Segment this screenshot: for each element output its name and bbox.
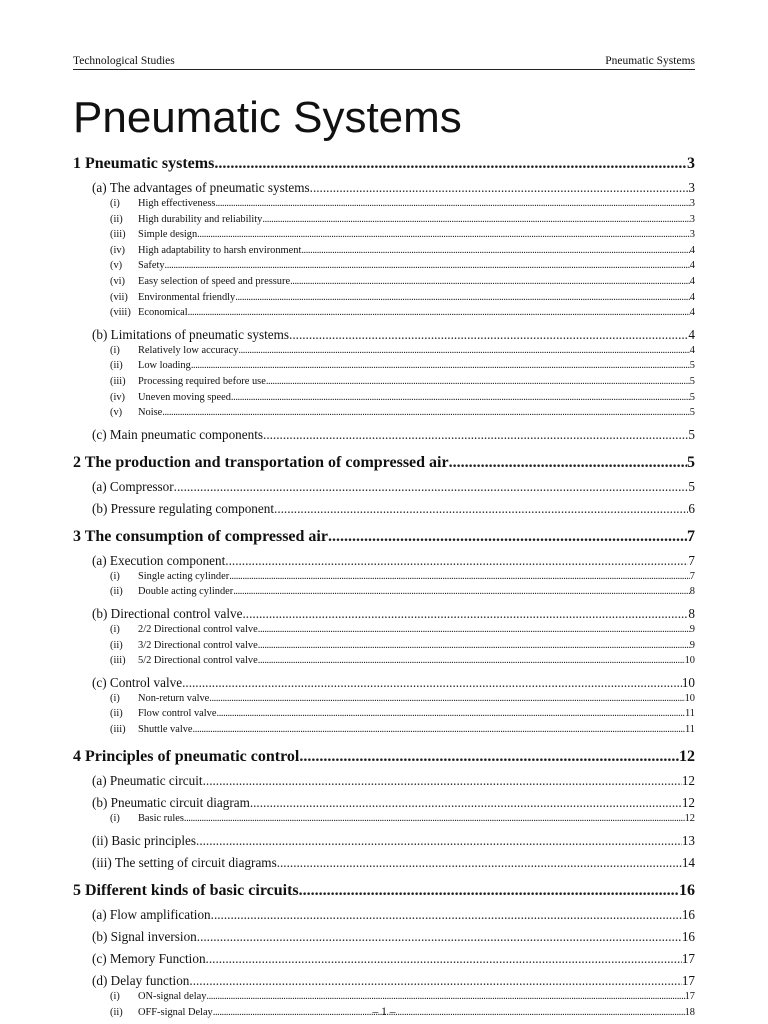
dot-leader xyxy=(206,950,682,967)
toc-entry-text: Shuttle valve xyxy=(138,723,193,735)
toc-page-number: 3 xyxy=(688,180,695,195)
toc-page-number: 3 xyxy=(687,155,695,172)
toc-entry-label: (b) Directional control valve xyxy=(92,605,243,621)
toc-entry-number: (ii) xyxy=(110,586,123,598)
dot-leader xyxy=(235,290,690,306)
toc-page-number: 5 xyxy=(688,426,695,442)
toc-page-number: 17 xyxy=(681,951,695,967)
toc-entry-label xyxy=(110,343,238,359)
toc-entry-text: High effectiveness xyxy=(138,198,216,209)
toc-item[interactable] xyxy=(73,243,695,259)
toc-page-number: 4 xyxy=(689,291,695,303)
toc-page-number: 6 xyxy=(688,500,695,516)
toc-subsection[interactable] xyxy=(73,179,695,196)
toc-entry-label xyxy=(110,584,233,600)
toc-entry-number: (v) xyxy=(110,407,123,419)
dot-leader xyxy=(231,390,690,406)
toc-item[interactable] xyxy=(73,358,695,374)
toc-item[interactable] xyxy=(73,691,695,707)
toc-item[interactable] xyxy=(73,390,695,406)
dot-leader xyxy=(174,478,689,495)
toc-entry-number: (v) xyxy=(110,260,123,272)
toc-page-number: 5 xyxy=(689,375,695,387)
toc-entry-text: Processing required before use xyxy=(138,375,266,387)
toc-page-number: 7 xyxy=(688,552,695,568)
toc-page-number: 3 xyxy=(689,198,695,209)
toc-page-number: 5 xyxy=(689,360,695,372)
toc-item[interactable] xyxy=(73,196,695,212)
dot-leader xyxy=(328,527,687,547)
dot-leader xyxy=(274,500,688,517)
toc-entry-number: (vii) xyxy=(110,291,128,303)
toc-item[interactable] xyxy=(73,274,695,290)
toc-entry-label xyxy=(110,196,215,212)
toc-page-number: 10 xyxy=(684,655,695,667)
toc-page-number: 8 xyxy=(689,586,695,598)
toc-section[interactable] xyxy=(73,527,695,547)
toc-subsection[interactable] xyxy=(73,950,695,967)
toc-page-number: 10 xyxy=(684,692,695,704)
toc-item[interactable] xyxy=(73,212,695,228)
toc-page-number: 17 xyxy=(684,991,695,1003)
toc-subsection[interactable] xyxy=(73,794,695,811)
toc-entry-number: (vi) xyxy=(110,275,126,287)
toc-page-number: 14 xyxy=(681,855,695,871)
dot-leader xyxy=(197,227,690,243)
toc-page-number: 4 xyxy=(689,244,695,256)
toc-entry-number: (ii) xyxy=(110,360,123,372)
toc-page-number: 16 xyxy=(681,907,695,923)
toc-page-number: 12 xyxy=(681,773,695,789)
toc-page-number: 4 xyxy=(688,326,695,342)
toc-entry-label xyxy=(110,706,217,722)
toc-section[interactable] xyxy=(73,453,695,473)
toc-page-number: 3 xyxy=(689,213,695,225)
toc-page-number: 4 xyxy=(689,344,695,356)
toc-page-number: 5 xyxy=(689,391,695,403)
toc-entry-label xyxy=(110,290,235,306)
toc-subsection[interactable] xyxy=(73,772,695,789)
toc-item[interactable] xyxy=(73,405,695,421)
toc-item[interactable] xyxy=(73,569,695,585)
toc-subsection[interactable] xyxy=(73,928,695,945)
toc-subsection[interactable] xyxy=(73,906,695,923)
dot-leader xyxy=(250,794,682,811)
dot-leader xyxy=(299,881,679,901)
dot-leader xyxy=(225,552,688,569)
toc-entry-text: Uneven moving speed xyxy=(138,391,231,403)
toc-entry-number: (i) xyxy=(110,692,120,704)
toc-entry-label xyxy=(110,653,258,669)
toc-item[interactable] xyxy=(73,258,695,274)
toc-page-number: 12 xyxy=(684,813,695,825)
toc-entry-number: (iii) xyxy=(110,229,126,241)
toc-entry-text: 2/2 Directional control valve xyxy=(138,623,258,635)
toc-item[interactable] xyxy=(73,653,695,669)
toc-entry-text: Relatively low accuracy xyxy=(138,344,239,356)
dot-leader xyxy=(191,358,690,374)
toc-entry-label xyxy=(110,274,290,290)
toc-page-number: 4 xyxy=(689,275,695,287)
toc-entry-text: 3/2 Directional control valve xyxy=(138,639,258,651)
toc-subsection[interactable] xyxy=(73,500,695,517)
dot-leader xyxy=(165,258,690,274)
dot-leader xyxy=(203,772,682,789)
toc-page-number: 16 xyxy=(681,929,695,945)
toc-entry-number: (ii) xyxy=(110,639,123,651)
toc-entry-text: ON-signal delay xyxy=(138,991,207,1003)
toc-entry-label xyxy=(110,212,262,228)
toc-page-number: 13 xyxy=(681,833,695,849)
toc-entry-label: (a) Execution component xyxy=(92,552,226,568)
toc-entry-label: (ii) Basic principles xyxy=(92,833,197,849)
dot-leader xyxy=(289,326,688,343)
toc-page-number: 5 xyxy=(687,453,695,471)
dot-leader xyxy=(263,426,688,443)
toc-entry-label: (b) Limitations of pneumatic systems xyxy=(92,326,290,342)
toc-item[interactable] xyxy=(73,227,695,243)
toc-entry-label xyxy=(110,374,266,390)
toc-entry-text: Non-return valve xyxy=(138,692,210,704)
toc-page-number: 12 xyxy=(679,748,695,766)
toc-page-number: 4 xyxy=(689,307,695,319)
dot-leader xyxy=(196,832,682,849)
toc-subsection[interactable] xyxy=(73,674,695,691)
toc-entry-label: 3 The consumption of compressed air xyxy=(73,527,328,545)
toc-section[interactable] xyxy=(73,747,695,767)
toc-entry-text: Environmental friendly xyxy=(138,291,236,303)
toc-page-number: 9 xyxy=(689,623,695,635)
dot-leader xyxy=(214,154,687,174)
toc-entry-number: (i) xyxy=(110,623,120,635)
header-right: Pneumatic Systems xyxy=(605,55,695,67)
toc-subsection[interactable] xyxy=(73,605,695,622)
toc-subsection[interactable] xyxy=(73,972,695,989)
toc-item[interactable] xyxy=(73,584,695,600)
toc-entry-text: High durability and reliability xyxy=(138,213,263,225)
toc-entry-label xyxy=(110,989,206,1005)
toc-entry-label: (b) Signal inversion xyxy=(92,929,197,945)
toc-entry-text: 5/2 Directional control valve xyxy=(138,655,258,667)
dot-leader xyxy=(162,405,690,421)
toc-entry-number: (iv) xyxy=(110,244,126,256)
toc-entry-label: (b) Pneumatic circuit diagram xyxy=(92,795,250,811)
toc-entry-label xyxy=(110,305,188,321)
toc-entry-number: (iii) xyxy=(110,723,126,735)
toc-item[interactable] xyxy=(73,638,695,654)
toc-entry-label: 4 Principles of pneumatic control xyxy=(73,748,300,766)
toc-entry-text: High adaptability to harsh environment xyxy=(138,244,302,256)
toc-entry-label: 5 Different kinds of basic circuits xyxy=(73,882,299,900)
toc-page-number: 9 xyxy=(689,639,695,651)
toc-entry-number: (i) xyxy=(110,813,120,825)
toc-page-number: 8 xyxy=(688,605,695,621)
dot-leader xyxy=(206,989,684,1005)
toc-entry-label xyxy=(110,243,301,259)
toc-item[interactable] xyxy=(73,811,695,827)
toc-item[interactable] xyxy=(73,343,695,359)
toc-entry-label: (a) Pneumatic circuit xyxy=(92,773,203,789)
toc-entry-label: (iii) The setting of circuit diagrams xyxy=(92,855,277,871)
toc-entry-text: Safety xyxy=(138,260,165,272)
toc-item[interactable] xyxy=(73,290,695,306)
dot-leader xyxy=(299,747,679,767)
toc-item[interactable] xyxy=(73,989,695,1005)
dot-leader xyxy=(238,343,689,359)
toc-entry-label xyxy=(110,691,209,707)
toc-item[interactable] xyxy=(73,722,695,738)
toc-section[interactable] xyxy=(73,881,695,901)
running-header xyxy=(73,54,695,70)
toc-section[interactable] xyxy=(73,154,695,174)
dot-leader xyxy=(182,674,682,691)
toc-entry-text: Economical xyxy=(138,307,188,319)
toc-page-number: 12 xyxy=(681,795,695,811)
toc-entry-label: (a) Compressor xyxy=(92,478,174,494)
toc-entry-label xyxy=(110,811,184,827)
dot-leader xyxy=(310,179,689,196)
dot-leader xyxy=(301,243,689,259)
toc-entry-number: (ii) xyxy=(110,1006,123,1018)
toc-page-number: 11 xyxy=(684,723,695,735)
toc-subsection[interactable] xyxy=(73,832,695,849)
dot-leader xyxy=(215,196,689,212)
header-left: Technological Studies xyxy=(73,55,175,67)
dot-leader xyxy=(449,453,687,473)
dot-leader xyxy=(233,584,690,600)
toc-subsection[interactable] xyxy=(73,426,695,443)
toc-subsection[interactable] xyxy=(73,326,695,343)
toc-entry-label: (a) The advantages of pneumatic systems xyxy=(92,180,310,195)
toc-entry-number: (i) xyxy=(110,991,120,1003)
toc-page-number: 17 xyxy=(681,973,695,989)
dot-leader xyxy=(258,638,690,654)
dot-leader xyxy=(209,691,684,707)
dot-leader xyxy=(290,274,690,290)
dot-leader xyxy=(197,928,682,945)
toc-entry-label: 2 The production and transportation of compressed air xyxy=(73,453,449,471)
toc-page-number: 3 xyxy=(689,229,695,241)
toc-entry-label xyxy=(110,390,231,406)
toc-entry-text: Easy selection of speed and pressure xyxy=(138,275,291,287)
toc-entry-text: Flow control valve xyxy=(138,708,217,720)
toc-item[interactable] xyxy=(73,622,695,638)
toc-entry-label: (a) Flow amplification xyxy=(92,907,211,923)
toc-entry-text: Single acting cylinder xyxy=(138,570,230,582)
toc-subsection[interactable] xyxy=(73,478,695,495)
toc-entry-label: 1 Pneumatic systems xyxy=(73,155,215,172)
toc-page-number: 7 xyxy=(689,570,695,582)
toc-entry-label xyxy=(110,638,258,654)
toc-entry-text: Simple design xyxy=(138,229,198,241)
toc-entry-label: (c) Memory Function xyxy=(92,951,206,967)
toc-entry-number: (viii) xyxy=(110,307,131,319)
dot-leader xyxy=(266,374,690,390)
toc-entry-text: OFF-signal Delay xyxy=(138,1006,213,1018)
toc-entry-text: Double acting cylinder xyxy=(138,586,234,598)
dot-leader xyxy=(188,305,690,321)
document-page xyxy=(73,54,695,1020)
toc-page-number: 18 xyxy=(684,1006,695,1018)
dot-leader xyxy=(258,653,685,669)
toc-entry-label: (d) Delay function xyxy=(92,973,190,989)
dot-leader xyxy=(193,722,685,738)
toc-entry-text: Noise xyxy=(138,407,163,419)
dot-leader xyxy=(229,569,690,585)
toc-entry-number: (ii) xyxy=(110,213,123,225)
toc-page-number: 11 xyxy=(684,708,695,720)
toc-subsection[interactable] xyxy=(73,552,695,569)
toc-page-number: 16 xyxy=(679,882,695,900)
toc-entry-number: (iii) xyxy=(110,655,126,667)
dot-leader xyxy=(217,706,685,722)
dot-leader xyxy=(277,854,682,871)
toc-entry-label xyxy=(110,258,165,274)
dot-leader xyxy=(243,605,689,622)
page-title: Pneumatic Systems xyxy=(73,93,462,142)
dot-leader xyxy=(258,622,690,638)
toc-page-number: 5 xyxy=(689,407,695,419)
toc-entry-label xyxy=(110,569,229,585)
toc-item[interactable] xyxy=(73,305,695,321)
toc-entry-number: (i) xyxy=(110,570,120,582)
toc-entry-number: (i) xyxy=(110,198,120,209)
toc-page-number: 5 xyxy=(688,478,695,494)
toc-entry-number: (i) xyxy=(110,344,120,356)
toc-entry-label xyxy=(110,358,191,374)
dot-leader xyxy=(189,972,681,989)
toc-page-number: 4 xyxy=(689,260,695,272)
toc-page-number: 10 xyxy=(681,674,695,690)
toc-item[interactable] xyxy=(73,374,695,390)
toc-entry-label: (c) Main pneumatic components xyxy=(92,426,264,442)
toc-subsection[interactable] xyxy=(73,854,695,871)
toc-entry-text: Low loading xyxy=(138,360,191,372)
toc-entry-number: (ii) xyxy=(110,708,123,720)
toc-entry-label xyxy=(110,722,193,738)
toc-entry-label: (b) Pressure regulating component xyxy=(92,500,275,516)
toc-entry-label xyxy=(110,405,162,421)
dot-leader xyxy=(184,811,685,827)
dot-leader xyxy=(262,212,689,228)
toc-entry-label xyxy=(110,227,197,243)
toc-entry-text: Basic rules xyxy=(138,813,184,825)
table-of-contents xyxy=(73,154,695,1020)
toc-item[interactable] xyxy=(73,706,695,722)
toc-page-number: 7 xyxy=(687,527,695,545)
page-number: – 1 – xyxy=(372,1006,396,1018)
toc-entry-number: (iii) xyxy=(110,375,126,387)
toc-entry-number: (iv) xyxy=(110,391,126,403)
dot-leader xyxy=(211,906,682,923)
toc-entry-label: (c) Control valve xyxy=(92,674,183,690)
toc-entry-label xyxy=(110,622,258,638)
